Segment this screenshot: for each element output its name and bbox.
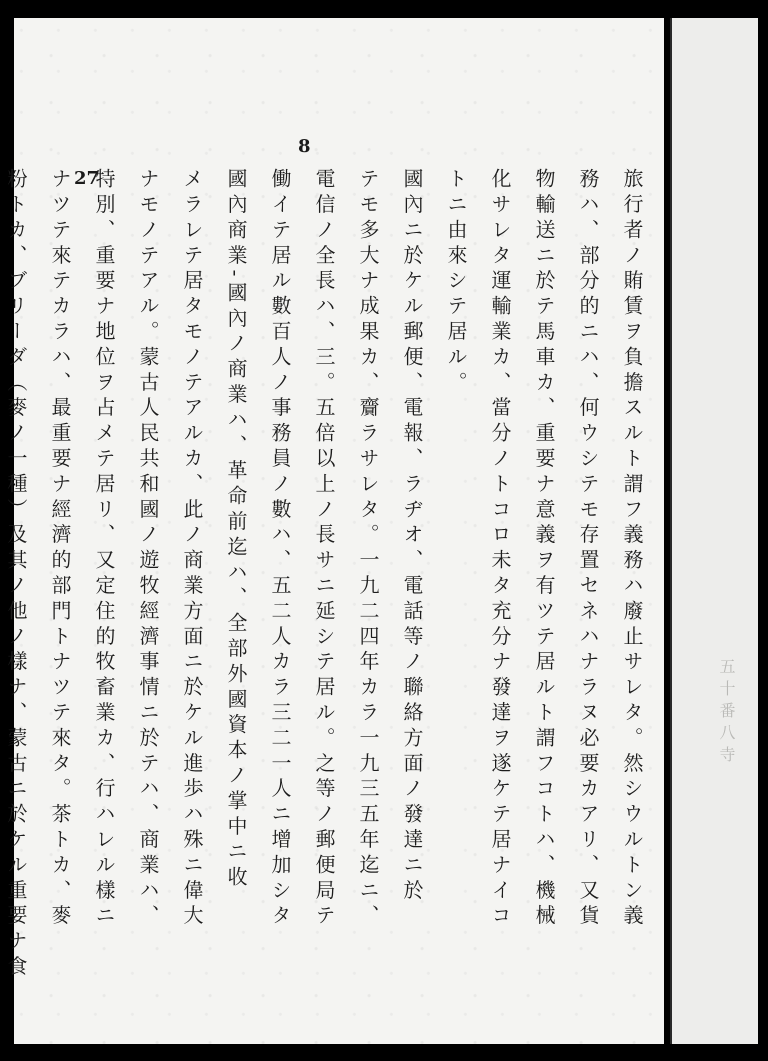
text-column: ナツテ來テカラハ、最重要ナ經濟的部門トナツテ來タ。茶トカ、麥 (48, 168, 72, 930)
line-number: 27 (74, 168, 100, 189)
text-column: ナモノテアル。蒙古人民共和國ノ遊牧經濟事情ニ於テハ、商業ハ、 (136, 168, 160, 930)
text-column: 特別、重要ナ地位ヲ占メテ居リ、又定住的牧畜業カ、行ハレル樣ニ (92, 168, 116, 930)
text-column: 物輸送ニ於テ馬車カ、重要ナ意義ヲ有ツテ居ルト謂フコトハ、機械 (532, 168, 556, 930)
text-column: 電信ノ全長ハ、三。五倍以上ノ長サニ延シテ居ル。之等ノ郵便局テ (312, 168, 336, 930)
page-number: 8 (298, 136, 311, 157)
text-column: 務ハ、部分的ニハ、何ウシテモ存置セネハナラヌ必要カアリ、又貨 (576, 168, 600, 930)
margin-marks: 五十番八寺 (717, 658, 736, 768)
text-column: 粉トカ、ブリーダ（麥ノ一種）及其ノ他ノ樣ナ、蒙古ニ於ケル重要ナ食 (4, 168, 28, 981)
document-page (4, 18, 664, 1044)
text-column: 國內商業‐國內ノ商業ハ、革命前迄ハ、全部外國資本ノ掌中ニ收 (224, 168, 248, 892)
text-column: 働イテ居ル數百人ノ事務員ノ數ハ、五二人カラ三二一人ニ增加シタ (268, 168, 292, 930)
text-column: 化サレタ運輸業カ、當分ノトコロ未タ充分ナ發達ヲ遂ケテ居ナイコ (488, 168, 512, 930)
text-column: テモ多大ナ成果カ、齎ラサレタ。一九二四年カラ一九三五年迄ニ、 (356, 168, 380, 930)
text-column: 國內ニ於ケル郵便、電報、ラヂオ、電話等ノ聯絡方面ノ發達ニ於 (400, 168, 424, 905)
text-column: トニ由來シテ居ル。 (444, 168, 468, 397)
text-column: メラレテ居タモノテアルカ、此ノ商業方面ニ於ケル進歩ハ殊ニ偉大 (180, 168, 204, 930)
adjacent-page-strip (670, 18, 758, 1044)
text-column: 旅行者ノ賄賃ヲ負擔スルト謂フ義務ハ廢止サレタ。然シウルトン義 (620, 168, 644, 930)
